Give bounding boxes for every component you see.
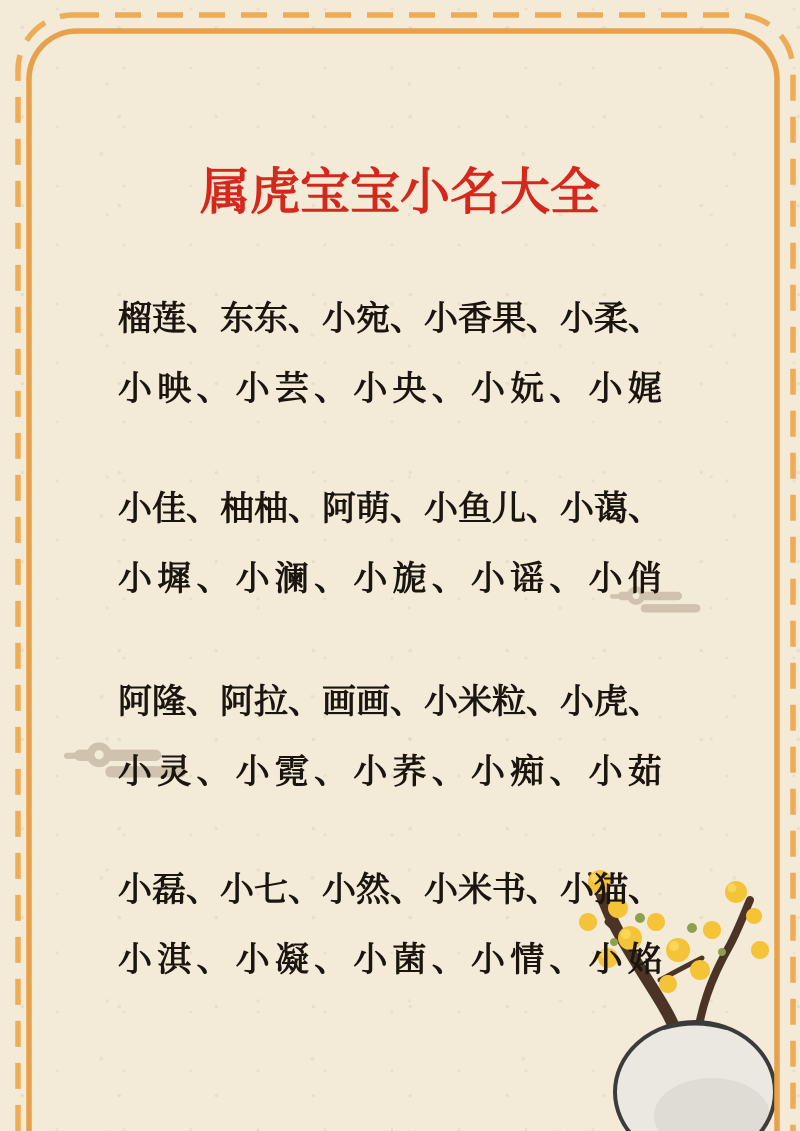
name-group-4 <box>118 851 662 991</box>
name-line: 小 映 、 小 芸 、 小 央 、 小 妧 、 小 娓 <box>118 370 662 408</box>
name-line: 小 佳 、 柚 柚 、 阿 萌 、 小 鱼 儿 、 小 蔼 、 <box>118 490 662 528</box>
name-line: 阿 隆 、 阿 拉 、 画 画 、 小 米 粒 、 小 虎 、 <box>118 683 662 721</box>
name-line: 小 磊 、 小 七 、 小 然 、 小 米 书 、 小 猫 、 <box>118 871 662 909</box>
page-title: 属虎宝宝小名大全 <box>200 164 600 220</box>
name-line: 小 墀 、 小 澜 、 小 旎 、 小 谣 、 小 俏 <box>118 560 662 598</box>
name-line: 榴 莲 、 东 东 、 小 宛 、 小 香 果 、 小 柔 、 <box>118 300 662 338</box>
name-line: 小 淇 、 小 凝 、 小 菌 、 小 情 、 小 姳 <box>118 941 662 979</box>
name-group-3 <box>118 663 662 803</box>
name-line: 小 灵 、 小 霓 、 小 荞 、 小 痴 、 小 茹 <box>118 753 662 791</box>
name-group-1 <box>118 280 662 420</box>
name-group-2 <box>118 470 662 610</box>
